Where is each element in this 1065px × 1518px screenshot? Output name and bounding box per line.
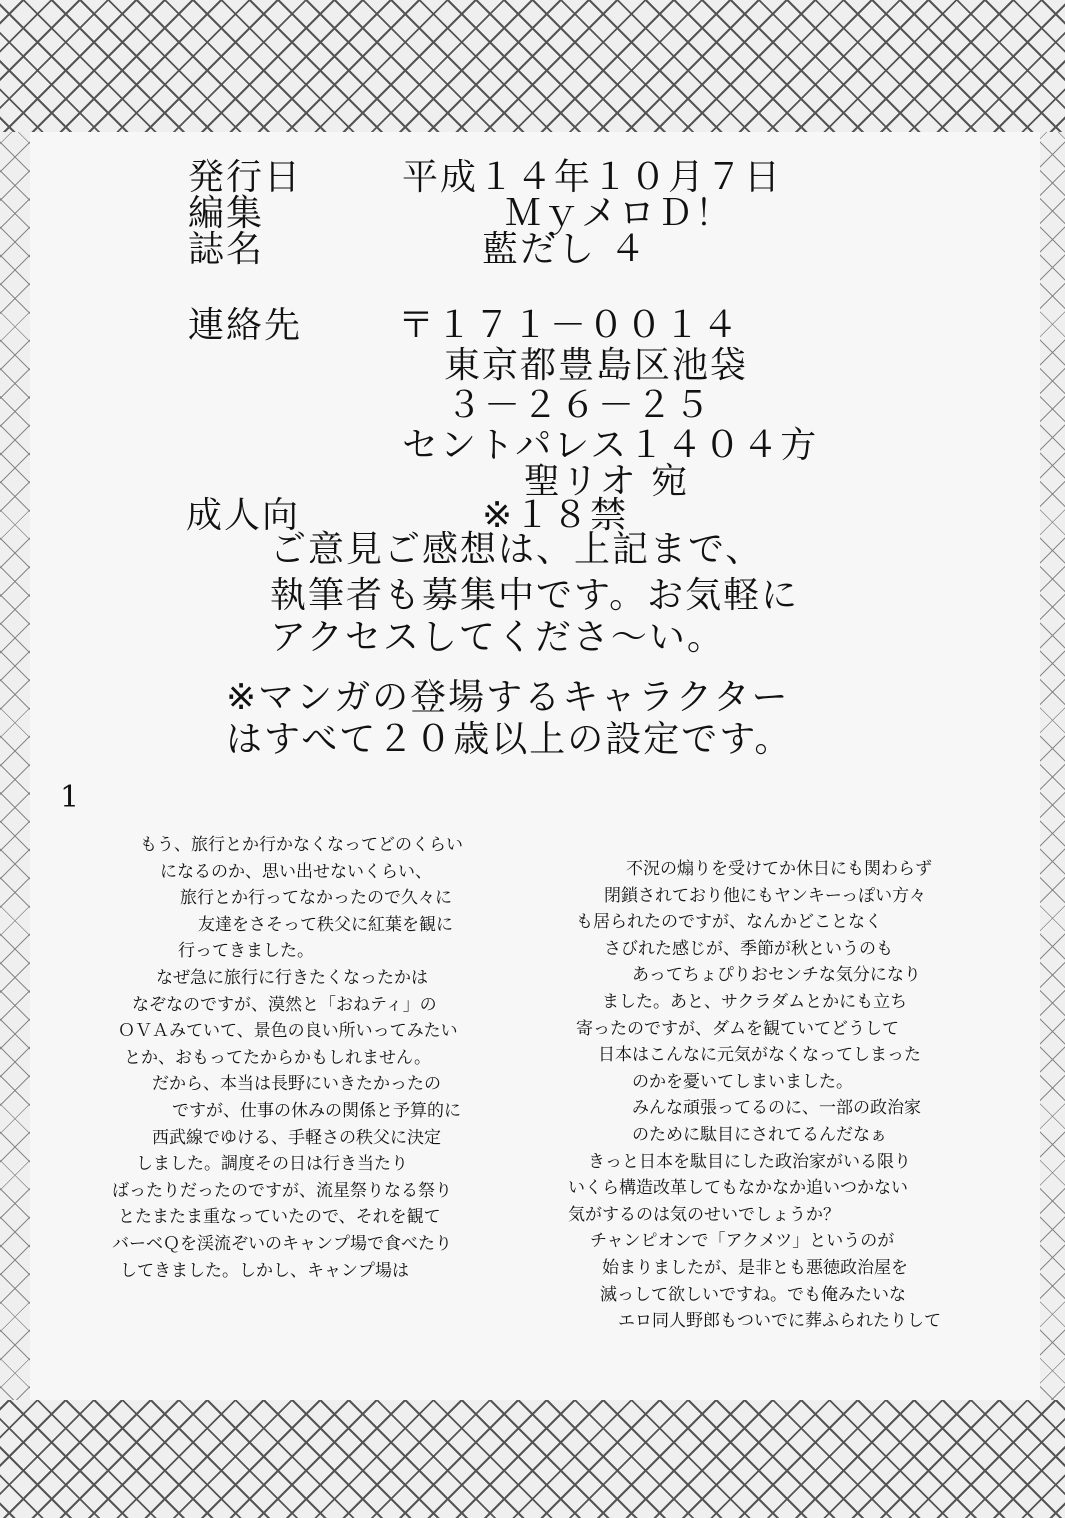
notice-line: はすべて２０歳以上の設定です。 <box>226 719 793 760</box>
essay-line: エロ同人野郎もついでに葬ふられたりして <box>618 1311 941 1332</box>
essay-line: のために駄目にされてるんだなぁ <box>632 1124 887 1145</box>
essay-line: さびれた感じが、季節が秋というのも <box>604 938 893 959</box>
address-postcode: 〒１７１－００１４ <box>398 305 741 346</box>
lattice-border-right <box>1040 132 1065 1400</box>
title-value: 藍だし ４ <box>482 229 648 270</box>
essay-line: してきました。しかし、キャンプ場は <box>120 1260 409 1281</box>
message-line: ご意見ご感想は、上記まで、 <box>270 529 764 570</box>
essay-line: 日本はこんなに元気がなくなってしまった <box>598 1045 921 1066</box>
essay-line: のかを憂いてしまいました。 <box>632 1071 853 1092</box>
essay-line: なぜ急に旅行に行きたくなったかは <box>156 967 428 988</box>
essay-line: 寄ったのですが、ダムを観ていてどうして <box>576 1018 899 1039</box>
lattice-border-left <box>0 132 30 1400</box>
essay-line: きっと日本を駄目にした政治家がいる限り <box>588 1151 911 1172</box>
essay-line: になるのか、思い出せないくらい、 <box>160 861 432 882</box>
essay-line: あってちょぴりおセンチな気分になり <box>632 965 921 986</box>
lattice-border-top <box>0 0 1065 132</box>
essay-line: 友達をさそって秩父に紅葉を観に <box>198 914 453 935</box>
essay-line: とたまたま重なっていたので、それを観て <box>118 1207 441 1228</box>
notice-line: ※マンガの登場するキャラクター <box>226 677 790 718</box>
editor-value: ＭｙメロＤ！ <box>505 193 734 234</box>
essay-right-column <box>568 856 941 1335</box>
essay-line: 西武線でゆける、手軽さの秩父に決定 <box>152 1127 441 1148</box>
essay-line: しました。調度その日は行き当たり <box>136 1154 408 1175</box>
lattice-border-bottom <box>0 1400 1065 1518</box>
date-value: 平成１４年１０月７日 <box>402 157 783 198</box>
essay-line: 始まりましたが、是非とも悪徳政治屋を <box>602 1257 908 1278</box>
essay-line: 旅行とか行ってなかったので久々に <box>180 888 452 909</box>
essay-line: バーベＱを渓流ぞいのキャンプ場で食べたり <box>112 1233 452 1254</box>
essay-line: ばったりだったのですが、流星祭りなる祭り <box>112 1180 452 1201</box>
address-building: セントパレス１４０４方 <box>402 425 819 466</box>
essay-line: なぞなのですが、漠然と「おねティ」の <box>132 994 437 1015</box>
editor-label: 編集 <box>188 193 265 234</box>
address-city: 東京都豊島区池袋 <box>444 345 749 386</box>
essay-line: いくら構造改革してもなかなか追いつかない <box>568 1178 908 1199</box>
essay-line: だから、本当は長野にいきたかったの <box>152 1074 441 1095</box>
essay-line: 閉鎖されており他にもヤンキーっぽい方々 <box>604 885 927 906</box>
essay-line: 滅っして欲しいですね。でも俺みたいな <box>600 1284 906 1305</box>
title-label: 誌名 <box>188 229 265 270</box>
essay-line: 行ってきました。 <box>178 941 314 962</box>
essay-line: みんな頑張ってるのに、一部の政治家 <box>632 1098 921 1119</box>
essay-line: 気がするのは気のせいでしょうか？ <box>568 1204 840 1225</box>
essay-line: ました。あと、サクラダムとかにも立ち <box>602 991 908 1012</box>
essay-line: とか、おもってたからかもしれません。 <box>124 1047 432 1068</box>
page-number: 1 <box>60 780 80 815</box>
message-line: アクセスしてくださ～い。 <box>270 617 725 658</box>
essay-line: チャンピオンで「アクメツ」というのが <box>590 1231 895 1252</box>
address-recipient: 聖リオ 宛 <box>524 461 690 502</box>
contact-label: 連絡先 <box>188 305 303 346</box>
adult-label: 成人向 <box>186 495 301 536</box>
essay-line: も居られたのですが、なんかどことなく <box>576 912 882 933</box>
essay-line: 不況の煽りを受けてか休日にも関わらず <box>626 859 932 879</box>
address-block: ３－２６－２５ <box>446 385 713 426</box>
page <box>30 132 1040 1400</box>
message-line: 執筆者も募集中です。お気軽に <box>270 575 800 616</box>
date-label: 発行日 <box>188 157 303 198</box>
essay-line: もう、旅行とか行かなくなってどのくらい <box>140 835 463 855</box>
adult-value: ※１８禁 <box>482 495 629 536</box>
essay-line: ですが、仕事の休みの関係と予算的に <box>172 1100 461 1121</box>
essay-left-column <box>112 832 463 1284</box>
essay-line: ＯＶＡみていて、景色の良い所いってみたい <box>118 1021 458 1042</box>
